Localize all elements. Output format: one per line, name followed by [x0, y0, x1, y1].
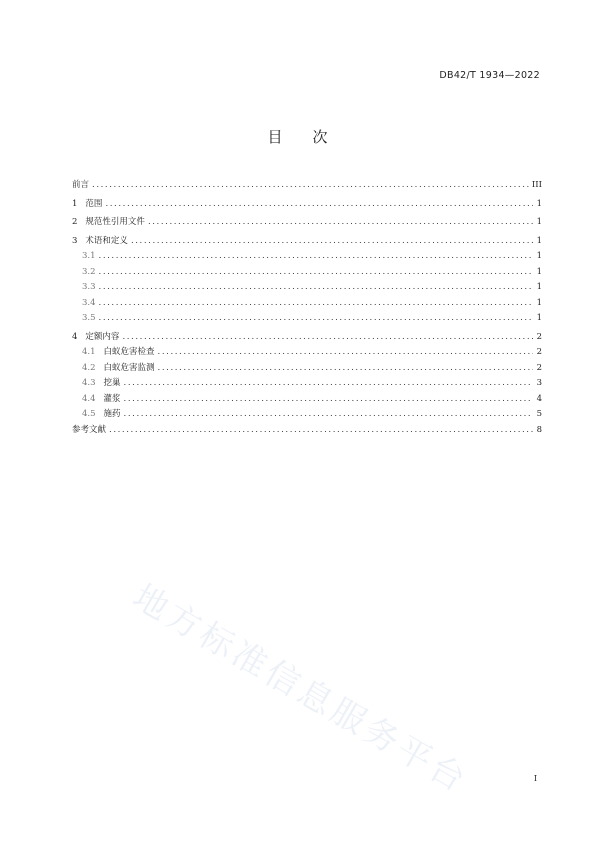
toc-entry-2[interactable] [72, 215, 542, 231]
watermark: 地方标准信息服务平台 [126, 576, 476, 802]
toc-leader-dots [124, 392, 533, 408]
toc-entry-page: 2 [536, 362, 542, 373]
toc-entry-3-5[interactable] [72, 311, 542, 327]
toc-entry-page: 3 [536, 378, 542, 388]
toc-entry-label: 挖巢 [103, 378, 121, 388]
toc-entry-number: 4.5 [82, 409, 96, 419]
toc-entry-number: 3.5 [82, 313, 96, 323]
toc-entry-references[interactable] [72, 423, 542, 439]
toc-title-char-2: 次 [312, 128, 328, 146]
toc-leader-dots [124, 376, 533, 392]
toc-entry-page: 2 [536, 331, 542, 342]
toc-entry-number: 4.3 [82, 378, 96, 388]
toc-entry-page: 1 [536, 235, 542, 246]
toc-entry-label: 前言 [72, 180, 90, 190]
toc-entry-number: 1 [72, 198, 78, 209]
toc-leader-dots [99, 311, 533, 327]
toc-entry-number: 2 [72, 217, 78, 227]
toc-entry-3-1[interactable] [72, 249, 542, 265]
toc-title-char-1: 目 [267, 128, 283, 146]
toc-entry-4-3[interactable] [72, 376, 542, 392]
toc-entry-number: 4 [72, 331, 78, 342]
toc-leader-dots [158, 361, 533, 377]
toc-entry-3-2[interactable] [72, 265, 542, 281]
toc-entry-page: 1 [536, 297, 542, 308]
toc-entry-number: 3.3 [82, 282, 96, 292]
toc-entry-label: 术语和定义 [85, 235, 128, 246]
table-of-contents [72, 178, 542, 438]
toc-entry-number: 3.4 [82, 297, 96, 308]
toc-leader-dots [131, 234, 533, 250]
toc-entry-page: 1 [536, 217, 542, 227]
toc-entry-1[interactable] [72, 197, 542, 213]
standard-code: DB42/T 1934—2022 [439, 70, 540, 81]
toc-entry-number: 3 [72, 235, 78, 246]
toc-entry-3[interactable] [72, 234, 542, 250]
toc-leader-dots [105, 197, 533, 213]
toc-entry-label: 灌浆 [103, 393, 121, 404]
toc-leader-dots [99, 296, 533, 312]
toc-entry-page: 1 [536, 313, 542, 323]
toc-entry-page: 4 [536, 393, 542, 404]
toc-entry-page: 2 [536, 347, 542, 357]
toc-entry-label: 参考文献 [72, 424, 107, 435]
toc-entry-number: 4.4 [82, 393, 96, 404]
toc-leader-dots [148, 215, 533, 231]
toc-leader-dots [99, 265, 533, 281]
toc-entry-3-4[interactable] [72, 296, 542, 312]
toc-entry-4-4[interactable] [72, 392, 542, 408]
toc-entry-page: 1 [536, 282, 542, 292]
toc-entry-page: 1 [536, 251, 542, 261]
toc-entry-page: 1 [536, 198, 542, 209]
toc-title [0, 126, 595, 147]
toc-leader-dots [109, 423, 533, 439]
toc-entry-page: 5 [536, 409, 542, 419]
toc-entry-4[interactable] [72, 330, 542, 346]
toc-entry-page: 1 [536, 266, 542, 277]
toc-leader-dots [99, 280, 533, 296]
toc-leader-dots [99, 249, 533, 265]
toc-entry-label: 规范性引用文件 [85, 217, 145, 227]
toc-entry-4-2[interactable] [72, 361, 542, 377]
toc-entry-page: 8 [536, 424, 542, 435]
toc-entry-number: 4.2 [82, 362, 96, 373]
toc-entry-label: 范围 [85, 198, 103, 209]
toc-entry-label: 施药 [103, 409, 121, 419]
toc-entry-3-3[interactable] [72, 280, 542, 296]
toc-entry-number: 3.1 [82, 251, 96, 261]
toc-leader-dots [122, 330, 533, 346]
toc-leader-dots [92, 178, 529, 194]
page-number: I [533, 774, 537, 783]
toc-entry-page: III [531, 180, 542, 190]
toc-leader-dots [158, 345, 533, 361]
toc-entry-label: 白蚁危害监测 [103, 362, 155, 373]
toc-leader-dots [124, 407, 533, 423]
toc-entry-number: 4.1 [82, 347, 96, 357]
toc-entry-label: 白蚁危害检查 [103, 347, 155, 357]
toc-entry-foreword[interactable] [72, 178, 542, 194]
toc-entry-4-1[interactable] [72, 345, 542, 361]
toc-entry-label: 定额内容 [85, 331, 120, 342]
toc-entry-number: 3.2 [82, 266, 96, 277]
toc-entry-4-5[interactable] [72, 407, 542, 423]
